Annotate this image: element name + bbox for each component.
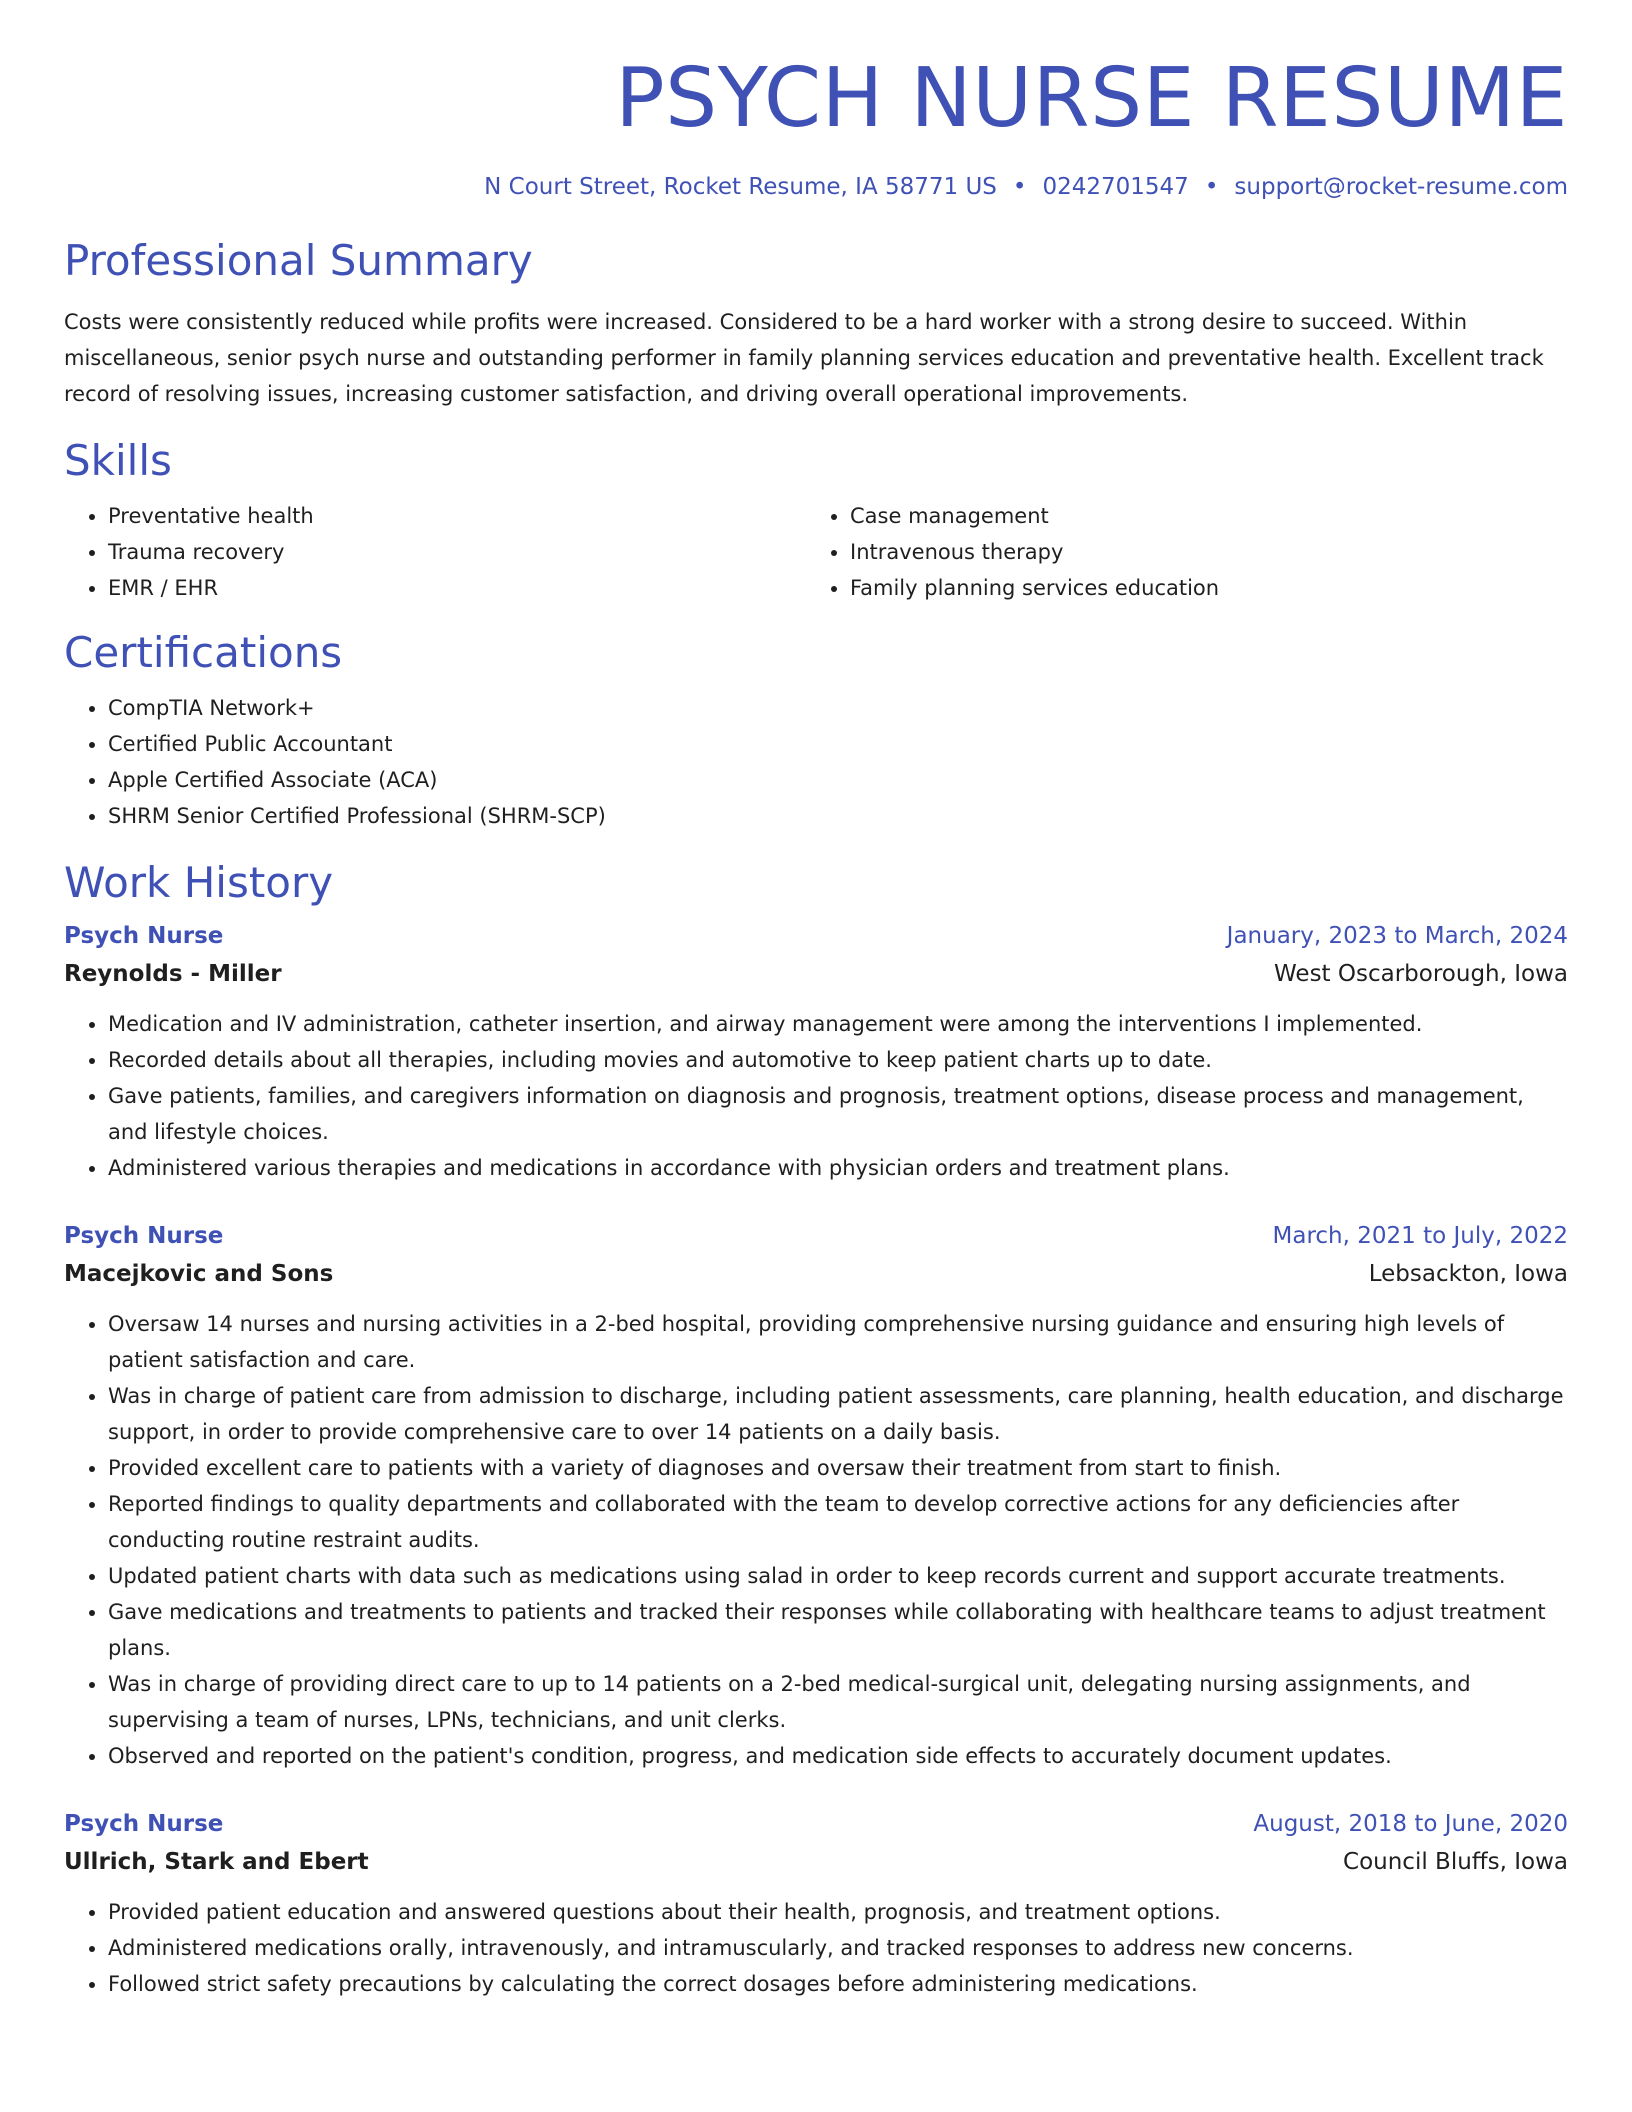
skills-list-left [64, 498, 806, 606]
certification-item: • Certified Public Accountant [108, 726, 1568, 762]
skills-list-right [806, 498, 1568, 606]
job-bullets [64, 1006, 1568, 1186]
job-entry [64, 1220, 1568, 1774]
job-dates: March, 2021 to July, 2022 [1272, 1223, 1568, 1249]
certification-item: • Apple Certified Associate (ACA) [108, 762, 1568, 798]
certifications-list [64, 690, 1568, 834]
job-title: Psych Nurse [64, 1223, 224, 1249]
job-location: Council Bluffs, Iowa [1343, 1849, 1568, 1875]
job-entry [64, 920, 1568, 1186]
work-history-heading: Work History [64, 858, 334, 907]
skill-item: • EMR / EHR [108, 570, 806, 606]
contact-address: N Court Street, Rocket Resume, IA 58771 US [484, 174, 997, 200]
contact-separator: • [1012, 174, 1027, 200]
summary-text: Costs were consistently reduced while profits were increased. Considered to be a hard worker with a strong desire to succeed. Within miscellaneous, senior psych nurse and outstanding performer in family planning services education and preventative health. Excellent track record of resolving issues, increasing customer satisfaction, and driving overall operational improvements. [64, 310, 1544, 406]
job-bullets [64, 1894, 1568, 2002]
job-bullet: • Observed and reported on the patient's condition, progress, and medication side effects to accurately document updates. [108, 1738, 1568, 1774]
job-bullet: • Followed strict safety precautions by calculating the correct dosages before administering medications. [108, 1966, 1568, 2002]
job-dates: January, 2023 to March, 2024 [1226, 923, 1568, 949]
skill-item: • Case management [850, 498, 1568, 534]
resume-title: PSYCH NURSE RESUME [615, 51, 1568, 146]
job-bullet: • Provided excellent care to patients with a variety of diagnoses and oversaw their treatment from start to finish. [108, 1450, 1568, 1486]
skill-item: • Family planning services education [850, 570, 1568, 606]
job-bullet: • Administered various therapies and medications in accordance with physician orders and treatment plans. [108, 1150, 1568, 1186]
job-bullet: • Provided patient education and answered questions about their health, prognosis, and treatment options. [108, 1894, 1568, 1930]
job-bullet: • Medication and IV administration, catheter insertion, and airway management were among the interventions I implemented. [108, 1006, 1568, 1042]
job-company-row [64, 958, 1568, 990]
job-bullet: • Administered medications orally, intravenously, and intramuscularly, and tracked responses to address new concerns. [108, 1930, 1568, 1966]
certification-item: • SHRM Senior Certified Professional (SHRM-SCP) [108, 798, 1568, 834]
job-bullet: • Was in charge of providing direct care to up to 14 patients on a 2-bed medical-surgical unit, delegating nursing assignments, and supervising a team of nurses, LPNs, technicians, and unit clerks. [108, 1666, 1568, 1738]
job-company-row [64, 1258, 1568, 1290]
skill-item: • Trauma recovery [108, 534, 806, 570]
job-company-row [64, 1846, 1568, 1878]
job-bullet: • Reported findings to quality departments and collaborated with the team to develop corrective actions for any deficiencies after conducting routine restraint audits. [108, 1486, 1568, 1558]
certifications-heading: Certifications [64, 628, 343, 677]
job-location: West Oscarborough, Iowa [1274, 961, 1568, 987]
job-bullet: • Gave patients, families, and caregivers information on diagnosis and prognosis, treatment options, disease process and management, and lifestyle choices. [108, 1078, 1568, 1150]
job-company: Ullrich, Stark and Ebert [64, 1849, 369, 1875]
job-header-row [64, 1808, 1568, 1840]
certification-item: • CompTIA Network+ [108, 690, 1568, 726]
skills-grid [64, 498, 1568, 606]
job-dates: August, 2018 to June, 2020 [1253, 1811, 1568, 1837]
job-header-row [64, 920, 1568, 952]
contact-line [64, 172, 1568, 202]
contact-phone: 0242701547 [1042, 174, 1189, 200]
job-title: Psych Nurse [64, 1811, 224, 1837]
skill-item: • Intravenous therapy [850, 534, 1568, 570]
job-company: Macejkovic and Sons [64, 1261, 334, 1287]
summary-heading: Professional Summary [64, 236, 533, 285]
job-location: Lebsackton, Iowa [1368, 1261, 1568, 1287]
skills-heading: Skills [64, 436, 172, 485]
job-bullet: • Oversaw 14 nurses and nursing activities in a 2-bed hospital, providing comprehensive nursing guidance and ensuring high levels of patient satisfaction and care. [108, 1306, 1568, 1378]
job-entry [64, 1808, 1568, 2002]
job-bullets [64, 1306, 1568, 1774]
job-bullet: • Gave medications and treatments to patients and tracked their responses while collaborating with healthcare teams to adjust treatment plans. [108, 1594, 1568, 1666]
job-bullet: • Updated patient charts with data such as medications using salad in order to keep records current and support accurate treatments. [108, 1558, 1568, 1594]
contact-email[interactable]: support@rocket-resume.com [1234, 174, 1568, 200]
job-bullet: • Recorded details about all therapies, including movies and automotive to keep patient charts up to date. [108, 1042, 1568, 1078]
job-header-row [64, 1220, 1568, 1252]
job-company: Reynolds - Miller [64, 961, 282, 987]
job-bullet: • Was in charge of patient care from admission to discharge, including patient assessments, care planning, health education, and discharge support, in order to provide comprehensive care to over 14 patients on a daily basis. [108, 1378, 1568, 1450]
job-title: Psych Nurse [64, 923, 224, 949]
skill-item: • Preventative health [108, 498, 806, 534]
contact-separator: • [1204, 174, 1219, 200]
resume-page [64, 0, 1568, 2002]
